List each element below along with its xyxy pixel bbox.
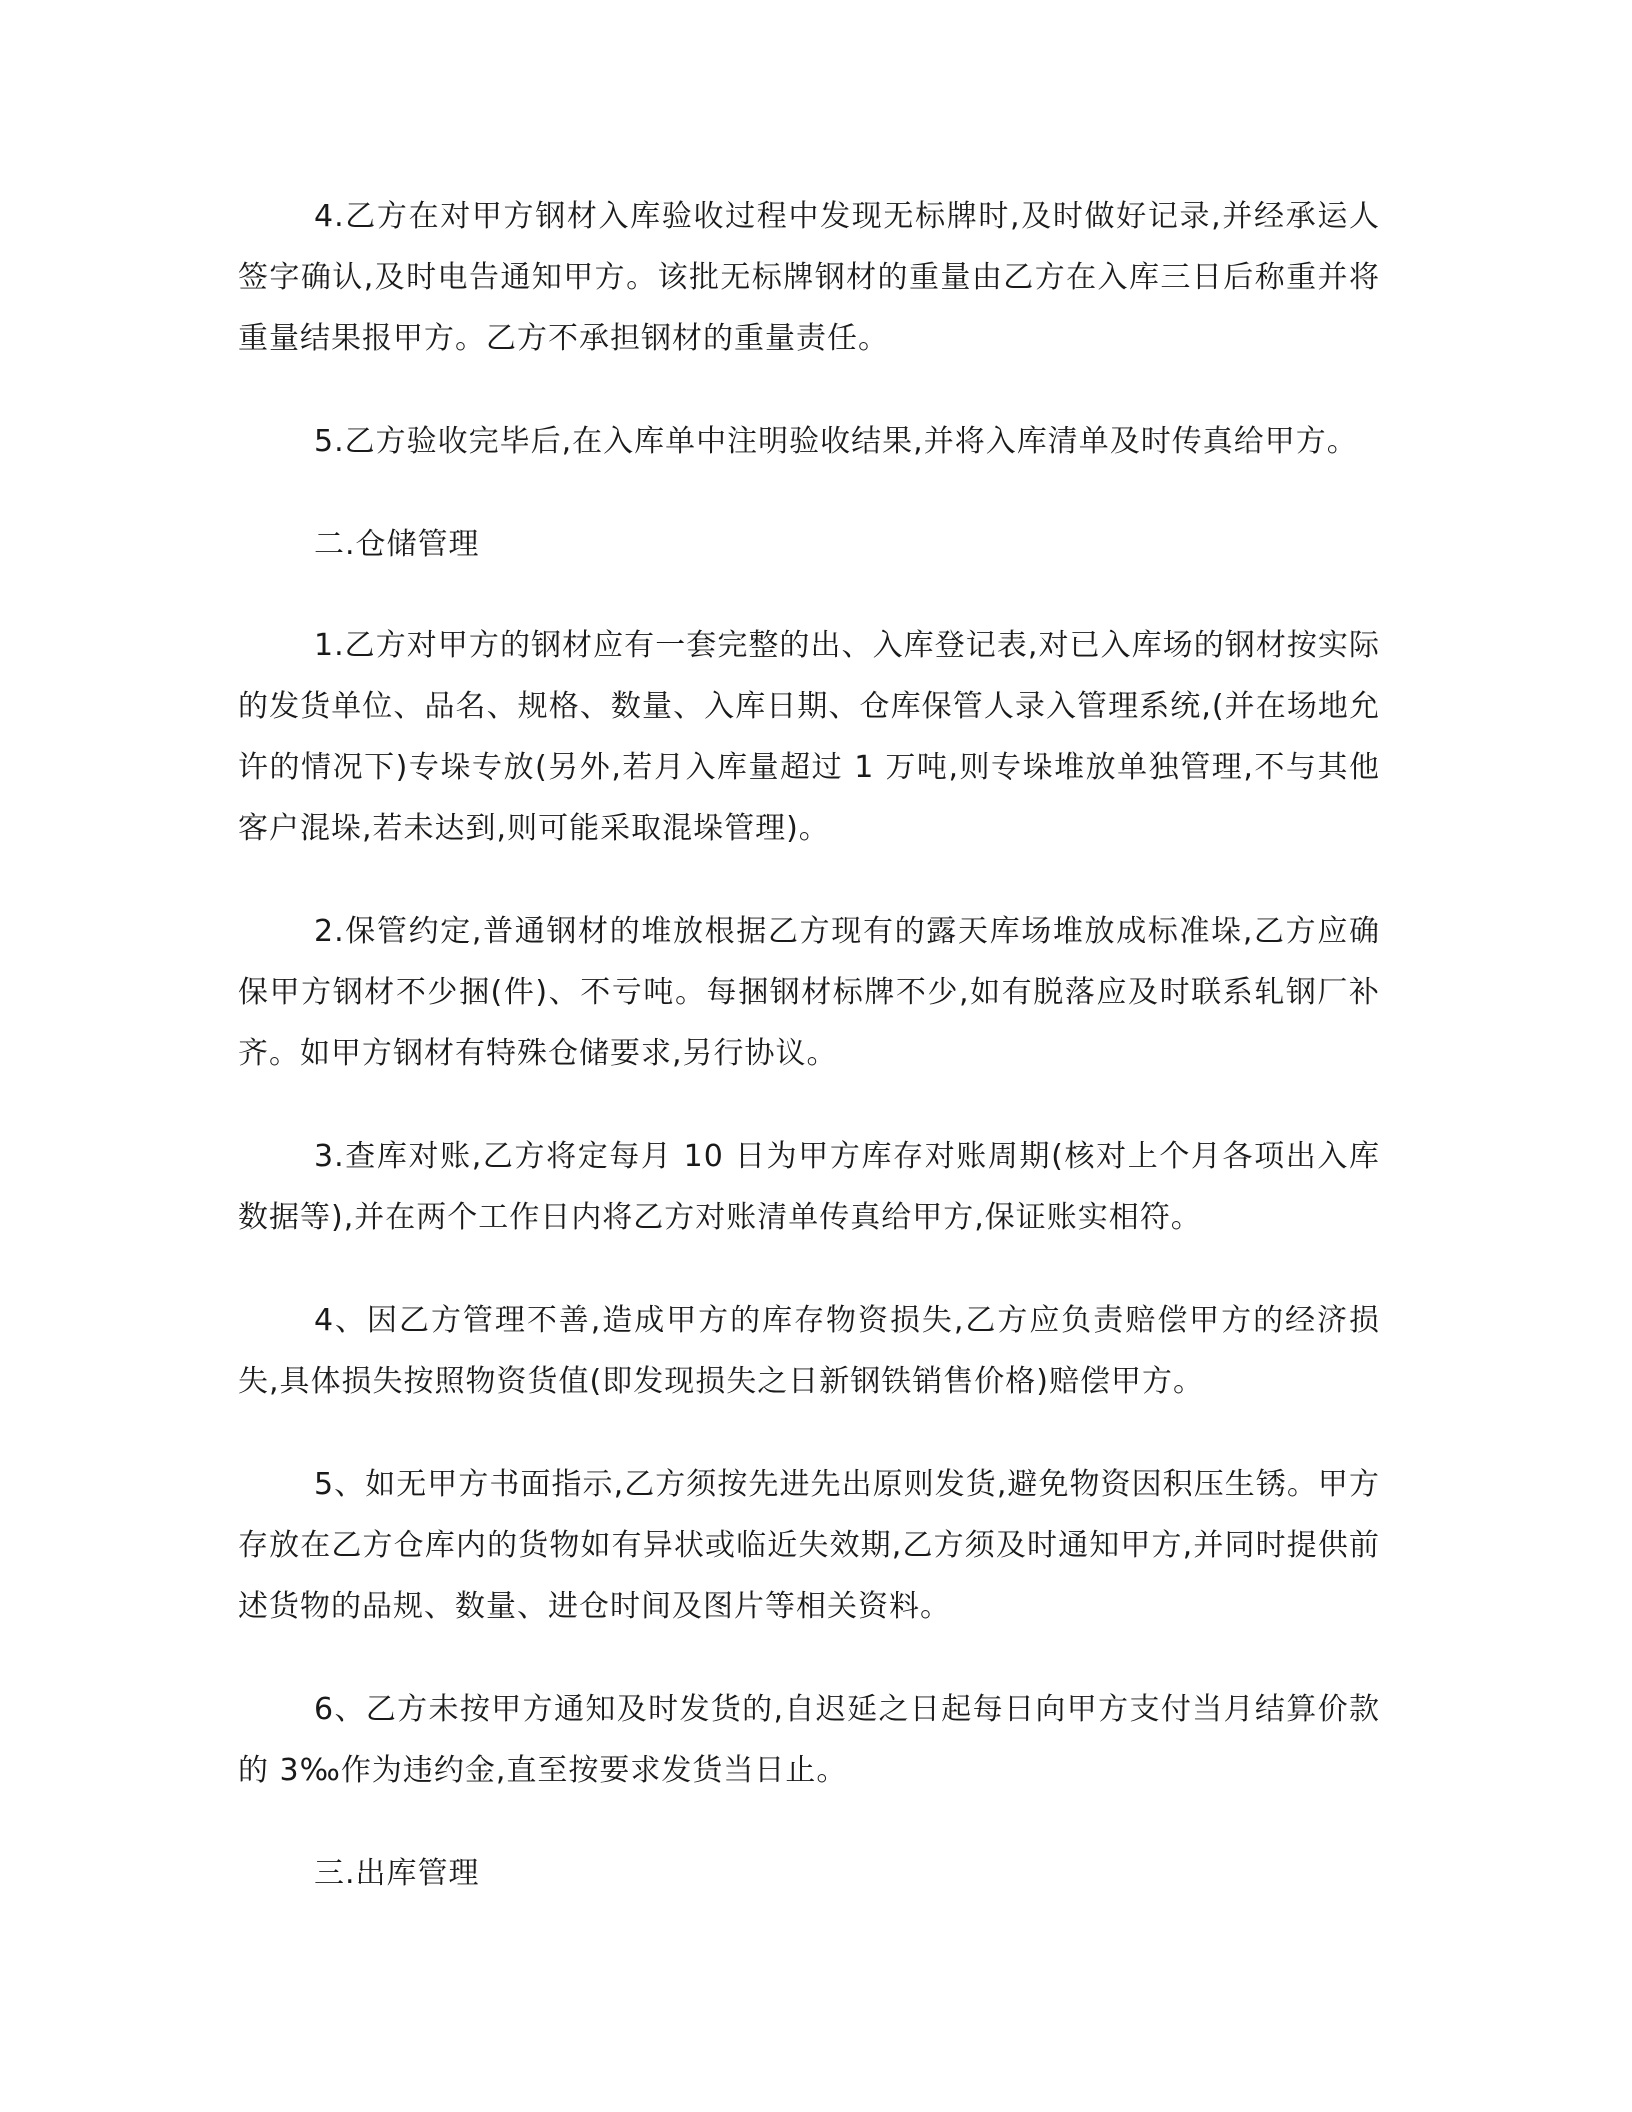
paragraph-4-unlabeled-steel: 4.乙方在对甲方钢材入库验收过程中发现无标牌时,及时做好记录,并经承运人签字确认,及时电告通知甲方。该批无标牌钢材的重量由乙方在入库三日后称重并将重量结果报甲方。乙方不承担钢材的重量责任。 xyxy=(238,199,1380,356)
document-body xyxy=(238,186,1380,1944)
paragraph-storage-3-reconciliation: 3.查库对账,乙方将定每月 10 日为甲方库存对账周期(核对上个月各项出入库数据等),并在两个工作日内将乙方对账清单传真给甲方,保证账实相符。 xyxy=(238,1139,1380,1235)
section-heading-outbound-management: 三.出库管理 xyxy=(314,1856,480,1891)
paragraph-storage-1-registration: 1.乙方对甲方的钢材应有一套完整的出、入库登记表,对已入库场的钢材按实际的发货单位、品名、规格、数量、入库日期、仓库保管人录入管理系统,(并在场地允许的情况下)专垛专放(另外,若月入库量超过 1 万吨,则专垛堆放单独管理,不与其他客户混垛,若未达到,则可能采取混垛管理)。 xyxy=(238,628,1380,846)
paragraph-storage-2-custody: 2.保管约定,普通钢材的堆放根据乙方现有的露天库场堆放成标准垛,乙方应确保甲方钢材不少捆(件)、不亏吨。每捆钢材标牌不少,如有脱落应及时联系轧钢厂补齐。如甲方钢材有特殊仓储要求,另行协议。 xyxy=(238,914,1380,1071)
paragraph-storage-6-penalty: 6、乙方未按甲方通知及时发货的,自迟延之日起每日向甲方支付当月结算价款的 3‰作为违约金,直至按要求发货当日止。 xyxy=(238,1692,1380,1788)
section-heading-storage-management: 二.仓储管理 xyxy=(314,527,480,562)
paragraph-5-inspection-result: 5.乙方验收完毕后,在入库单中注明验收结果,并将入库清单及时传真给甲方。 xyxy=(314,424,1358,459)
paragraph-storage-5-fifo: 5、如无甲方书面指示,乙方须按先进先出原则发货,避免物资因积压生锈。甲方存放在乙方仓库内的货物如有异状或临近失效期,乙方须及时通知甲方,并同时提供前述货物的品规、数量、进仓时间及图片等相关资料。 xyxy=(238,1467,1380,1624)
paragraph-storage-4-compensation: 4、因乙方管理不善,造成甲方的库存物资损失,乙方应负责赔偿甲方的经济损失,具体损失按照物资货值(即发现损失之日新钢铁销售价格)赔偿甲方。 xyxy=(238,1303,1380,1399)
